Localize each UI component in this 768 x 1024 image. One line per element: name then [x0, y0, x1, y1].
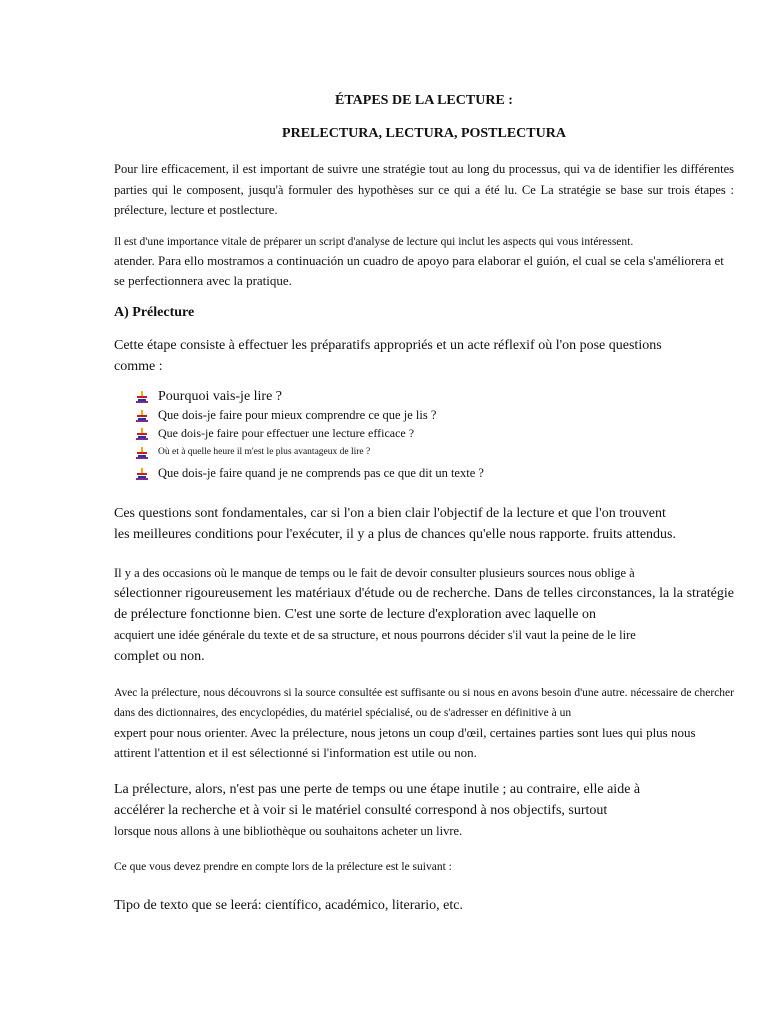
- prelecture-intro-paragraph: Cette étape consiste à effectuer les préparatifs appropriés et un acte réflexif où l'on pose questions comme :: [114, 337, 662, 374]
- intro-paragraph: Pour lire efficacement, il est important de suivre une stratégie tout au long du processus, qui va de identifier les différentes parties qui le composent, jusqu'à formuler des hypothèses sur ce qui a été lu. Ce La stratégie se base sur trois étapes : prélecture, lecture et postlecture.: [114, 162, 734, 217]
- arrow-bullet-icon: [136, 468, 148, 480]
- usefulness-paragraph-part2: lorsque nous allons à une bibliothèque ou souhaitons acheter un livre.: [114, 823, 463, 838]
- list-item-text: Que dois-je faire pour mieux comprendre ce que je lis ?: [158, 407, 437, 422]
- source-paragraph-part2: expert pour nous orienter. Avec la prélecture, nous jetons un coup d'œil, certaines parties sont lues qui plus nous attirent l'attention et il est sélectionné si l'information est utile ou non.: [114, 724, 696, 760]
- script-paragraph-line1: Il est d'une importance vitale de préparer un script d'analyse de lecture qui inclut les aspects qui vous intéressent.: [114, 235, 634, 248]
- arrow-bullet-icon: [136, 410, 148, 422]
- usefulness-paragraph-part1: La prélecture, alors, n'est pas une perte de temps ou une étape inutile ; au contraire, elle aide à accélérer la recherche et à voir si le matériel consulté correspond à nos objectifs, surtout: [114, 781, 641, 818]
- list-item-text: Pourquoi vais-je lire ?: [158, 388, 283, 404]
- questions-list: [136, 387, 734, 485]
- questions-conclusion-paragraph: Ces questions sont fondamentales, car si l'on a bien clair l'objectif de la lecture et que l'on trouvent les meilleures conditions pour l'exécuter, il y a plus de chances qu'elle nous rapporte. fruits attendus.: [114, 505, 676, 542]
- document-title: ÉTAPES DE LA LECTURE :: [335, 93, 513, 108]
- arrow-bullet-icon: [136, 391, 148, 403]
- selection-paragraph-line1: Il y a des occasions où le manque de temps ou le fait de devoir consulter plusieurs sources nous oblige à: [114, 565, 635, 580]
- selection-paragraph-line3: acquiert une idée générale du texte et de sa structure, et nous pourrons décider s'il vaut la peine de le lire: [114, 628, 636, 642]
- text-type-paragraph: Tipo de texto que se leerá: científico, académico, literario, etc.: [114, 898, 463, 913]
- list-item: [136, 462, 734, 485]
- list-item-text: Que dois-je faire pour effectuer une lecture efficace ?: [158, 425, 415, 440]
- source-paragraph-part1: Avec la prélecture, nous découvrons si la source consultée est suffisante ou si nous en avons besoin d'une autre. nécessaire de chercher dans des dictionnaires, des encyclopédies, du matériel spécialisé, ou de s'adresser en définitive à un: [114, 686, 734, 719]
- list-item-text: Que dois-je faire quand je ne comprends pas ce que dit un texte ?: [158, 465, 484, 480]
- list-item-text: Où et à quelle heure il m'est le plus avantageux de lire ?: [158, 446, 371, 457]
- script-paragraph-line2: atender. Para ello mostramos a continuación un cuadro de apoyo para elaborar el guión, el cual se cela s'améliorera et se perfectionnera avec la pratique.: [114, 252, 724, 288]
- document-page: [114, 92, 734, 916]
- list-item: [136, 406, 734, 424]
- list-item: [136, 387, 734, 406]
- selection-paragraph-line4: complet ou non.: [114, 648, 205, 664]
- consider-paragraph: Ce que vous devez prendre en compte lors de la prélecture est le suivant :: [114, 861, 452, 873]
- list-item: [136, 424, 734, 443]
- selection-paragraph-line2: sélectionner rigoureusement les matériaux d'étude ou de recherche. Dans de telles circonstances, la la stratégie de prélecture fonctionne bien. C'est une sorte de lecture d'exploration avec laquelle on: [114, 586, 734, 622]
- arrow-bullet-icon: [136, 447, 148, 459]
- section-heading-prelecture: A) Prélecture: [114, 304, 195, 320]
- list-item: [136, 443, 734, 462]
- arrow-bullet-icon: [136, 428, 148, 440]
- document-subtitle: PRELECTURA, LECTURA, POSTLECTURA: [282, 126, 566, 141]
